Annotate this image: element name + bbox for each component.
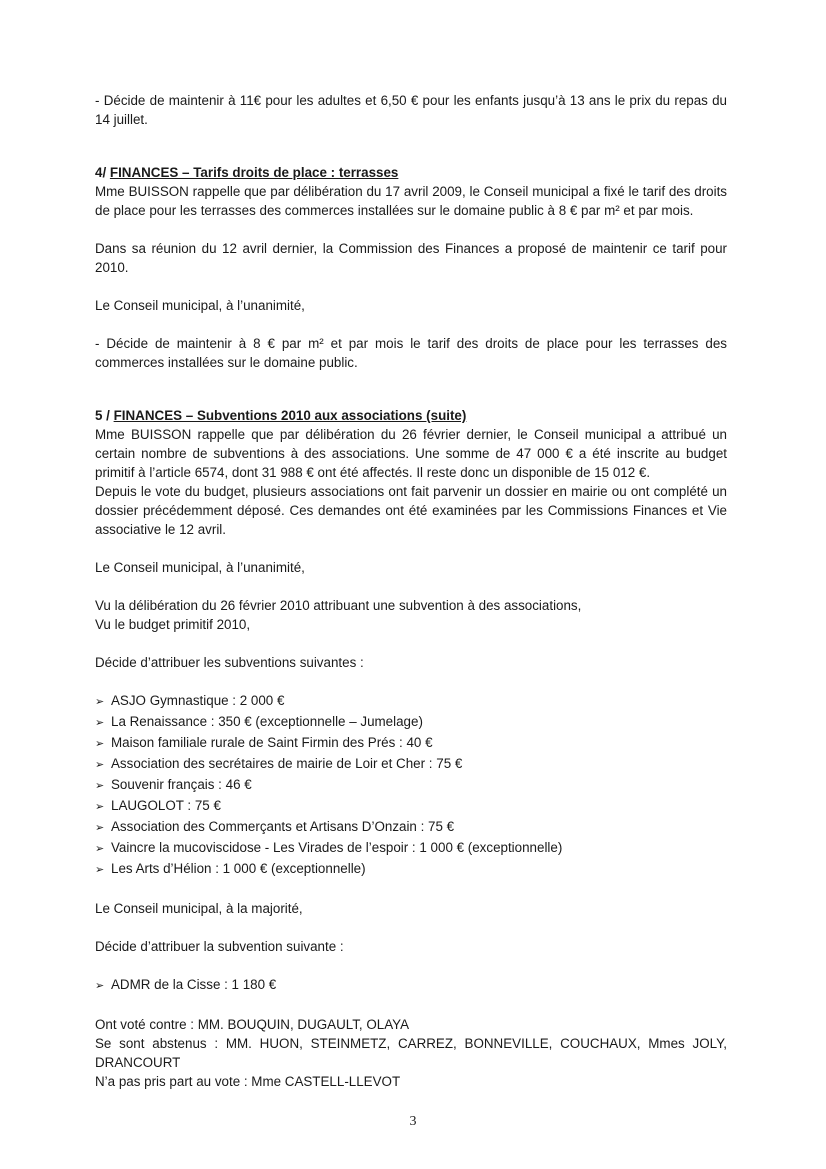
arrow-bullet-icon: ➢ — [95, 696, 105, 708]
section-5-majority-statement: Le Conseil municipal, à la majorité, — [95, 901, 303, 916]
section-5-heading — [95, 406, 727, 425]
section-4-decision: - Décide de maintenir à 8 € par m² et par mois le tarif des droits de place pour les terrasses des commerces installées sur le domaine public. — [95, 336, 727, 370]
list-item: ➢ Vaincre la mucoviscidose - Les Virades de l’espoir : 1 000 € (exceptionnelle) — [95, 838, 727, 859]
vote-against: Ont voté contre : MM. BOUQUIN, DUGAULT, OLAYA — [95, 1017, 410, 1032]
arrow-bullet-icon: ➢ — [95, 980, 105, 992]
list-item: ➢ Les Arts d’Hélion : 1 000 € (exceptionnelle) — [95, 859, 727, 880]
section-5-title: FINANCES – Subventions 2010 aux associations (suite) — [113, 408, 467, 423]
arrow-bullet-icon: ➢ — [95, 717, 105, 729]
list-item: ➢ Souvenir français : 46 € — [95, 775, 727, 796]
subvention-single-list — [95, 975, 727, 996]
section-4-number: 4/ — [95, 165, 110, 180]
arrow-bullet-icon: ➢ — [95, 759, 105, 771]
section-5-paragraph-2: Depuis le vote du budget, plusieurs associations ont fait parvenir un dossier en mairie ou ont complété un dossier précédemment déposé. Ces demandes ont été examinées par les Commissions Finances et Vie associative le 12 avril. — [95, 484, 727, 537]
list-item: ➢ ADMR de la Cisse : 1 180 € — [95, 975, 727, 996]
section-5-paragraph-1: Mme BUISSON rappelle que par délibération du 26 février dernier, le Conseil municipal a attribué un certain nombre de subventions à des associations. Une somme de 47 000 € a été inscrite au budget primitif à l’article 6574, dont 31 988 € ont été affectés. Il reste donc un disponible de 15 012 €. — [95, 427, 727, 480]
list-item: ➢ ASJO Gymnastique : 2 000 € — [95, 691, 727, 712]
section-5-vote-statement: Le Conseil municipal, à l’unanimité, — [95, 560, 305, 575]
section-5-number: 5 / — [95, 408, 114, 423]
section-5-vu-deliberation: Vu la délibération du 26 février 2010 attribuant une subvention à des associations, — [95, 598, 582, 613]
document-body — [95, 91, 727, 1091]
section-5-vu-budget: Vu le budget primitif 2010, — [95, 617, 251, 632]
abstentions-line-2: DRANCOURT — [95, 1055, 181, 1070]
arrow-bullet-icon: ➢ — [95, 843, 105, 855]
arrow-bullet-icon: ➢ — [95, 801, 105, 813]
section-4-paragraph-2: Dans sa réunion du 12 avril dernier, la Commission des Finances a proposé de maintenir ce tarif pour 2010. — [95, 241, 727, 275]
did-not-vote: N’a pas pris part au vote : Mme CASTELL-LLEVOT — [95, 1074, 401, 1089]
abstentions-line-1: Se sont abstenus : MM. HUON, STEINMETZ, CARREZ, BONNEVILLE, COUCHAUX, Mmes JOLY, — [95, 1036, 727, 1051]
list-item: ➢ Association des secrétaires de mairie de Loir et Cher : 75 € — [95, 754, 727, 775]
list-item: ➢ LAUGOLOT : 75 € — [95, 796, 727, 817]
subvention-list — [95, 691, 727, 880]
section-4-title: FINANCES – Tarifs droits de place : terrasses — [109, 165, 399, 180]
page-number: 3 — [409, 1114, 417, 1129]
list-item: ➢ Maison familiale rurale de Saint Firmin des Prés : 40 € — [95, 733, 727, 754]
arrow-bullet-icon: ➢ — [95, 780, 105, 792]
section-4-heading — [95, 163, 727, 182]
section-5-decide-single-intro: Décide d’attribuer la subvention suivante : — [95, 939, 344, 954]
list-item: ➢ La Renaissance : 350 € (exceptionnelle – Jumelage) — [95, 712, 727, 733]
section-5-decide-list-intro: Décide d’attribuer les subventions suivantes : — [95, 655, 364, 670]
section-4-vote-statement: Le Conseil municipal, à l’unanimité, — [95, 298, 305, 313]
arrow-bullet-icon: ➢ — [95, 864, 105, 876]
arrow-bullet-icon: ➢ — [95, 738, 105, 750]
list-item: ➢ Association des Commerçants et Artisans D’Onzain : 75 € — [95, 817, 727, 838]
arrow-bullet-icon: ➢ — [95, 822, 105, 834]
intro-decision: - Décide de maintenir à 11€ pour les adultes et 6,50 € pour les enfants jusqu’à 13 ans le prix du repas du 14 juillet. — [95, 93, 727, 127]
section-4-paragraph-1: Mme BUISSON rappelle que par délibération du 17 avril 2009, le Conseil municipal a fixé le tarif des droits de place pour les terrasses des commerces installées sur le domaine public à 8 € par m² et par mois. — [95, 184, 727, 218]
